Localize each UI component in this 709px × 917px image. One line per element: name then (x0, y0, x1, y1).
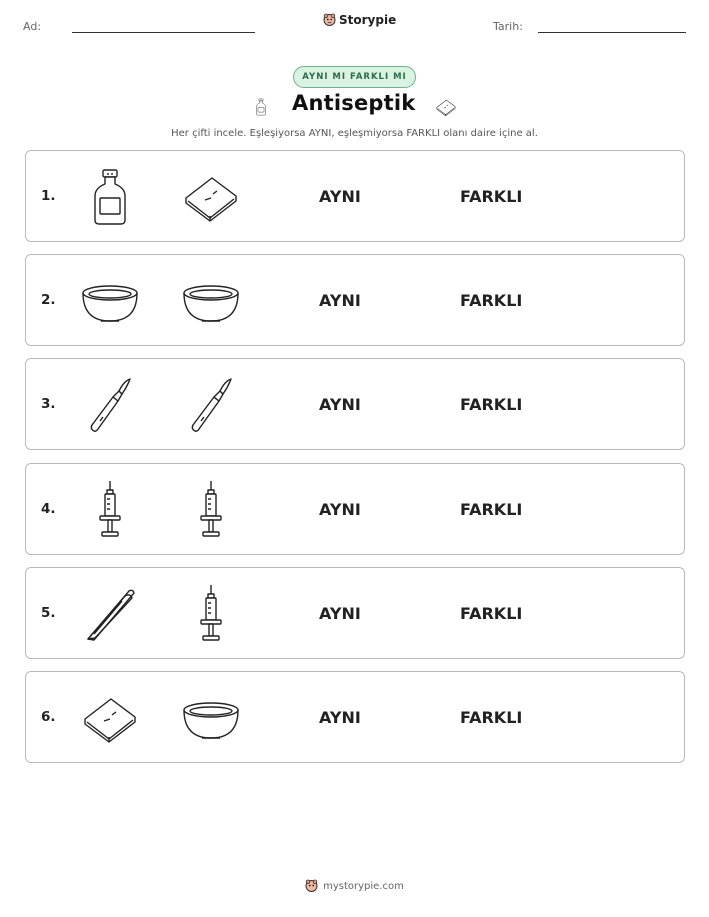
pair-card (25, 671, 685, 763)
title-row (0, 91, 709, 123)
name-label: Ad: (23, 20, 42, 33)
bottle-icon (252, 93, 270, 125)
gauze-icon (181, 167, 241, 227)
name-line[interactable] (72, 32, 255, 33)
storypie-mascot-icon (323, 13, 336, 27)
pair-number: 5. (41, 605, 56, 621)
answer-same-option[interactable]: AYNI (319, 604, 361, 623)
pair-number: 1. (41, 188, 56, 204)
date-label: Tarih: (493, 20, 523, 33)
answer-different-option[interactable]: FARKLI (460, 708, 523, 727)
answer-same-option[interactable]: AYNI (319, 291, 361, 310)
bowl-icon (181, 271, 241, 331)
pair-card (25, 358, 685, 450)
pair-number: 3. (41, 396, 56, 412)
tweezers-icon (80, 584, 140, 644)
bottle-icon (80, 167, 140, 227)
pair-card (25, 254, 685, 346)
answer-same-option[interactable]: AYNI (319, 187, 361, 206)
bowl-icon (181, 688, 241, 748)
answer-same-option[interactable]: AYNI (319, 708, 361, 727)
footer-site: mystorypie.com (323, 880, 404, 892)
page-header (0, 0, 709, 50)
brand-logo (323, 13, 396, 27)
pair-card (25, 150, 685, 242)
answer-different-option[interactable]: FARKLI (460, 395, 523, 414)
answer-different-option[interactable]: FARKLI (460, 291, 523, 310)
worksheet-type-badge: AYNI MI FARKLI MI (293, 66, 416, 88)
pair-number: 6. (41, 709, 56, 725)
syringe-icon (181, 480, 241, 540)
answer-same-option[interactable]: AYNI (319, 395, 361, 414)
answer-different-option[interactable]: FARKLI (460, 187, 523, 206)
brand-name: Storypie (339, 13, 397, 27)
syringe-icon (181, 584, 241, 644)
scalpel-icon (80, 375, 140, 435)
answer-same-option[interactable]: AYNI (319, 500, 361, 519)
page-footer (0, 879, 709, 893)
instructions: Her çifti incele. Eşleşiyorsa AYNI, eşleşmiyorsa FARKLI olanı daire içine al. (171, 128, 538, 139)
gauze-icon (432, 96, 460, 122)
gauze-icon (80, 688, 140, 748)
pair-number: 4. (41, 501, 56, 517)
page-title: Antiseptik (292, 91, 416, 115)
date-line[interactable] (538, 32, 686, 33)
pair-card (25, 463, 685, 555)
scalpel-icon (181, 375, 241, 435)
pair-number: 2. (41, 292, 56, 308)
storypie-mascot-icon (305, 879, 318, 893)
pair-card (25, 567, 685, 659)
answer-different-option[interactable]: FARKLI (460, 500, 523, 519)
bowl-icon (80, 271, 140, 331)
answer-different-option[interactable]: FARKLI (460, 604, 523, 623)
syringe-icon (80, 480, 140, 540)
